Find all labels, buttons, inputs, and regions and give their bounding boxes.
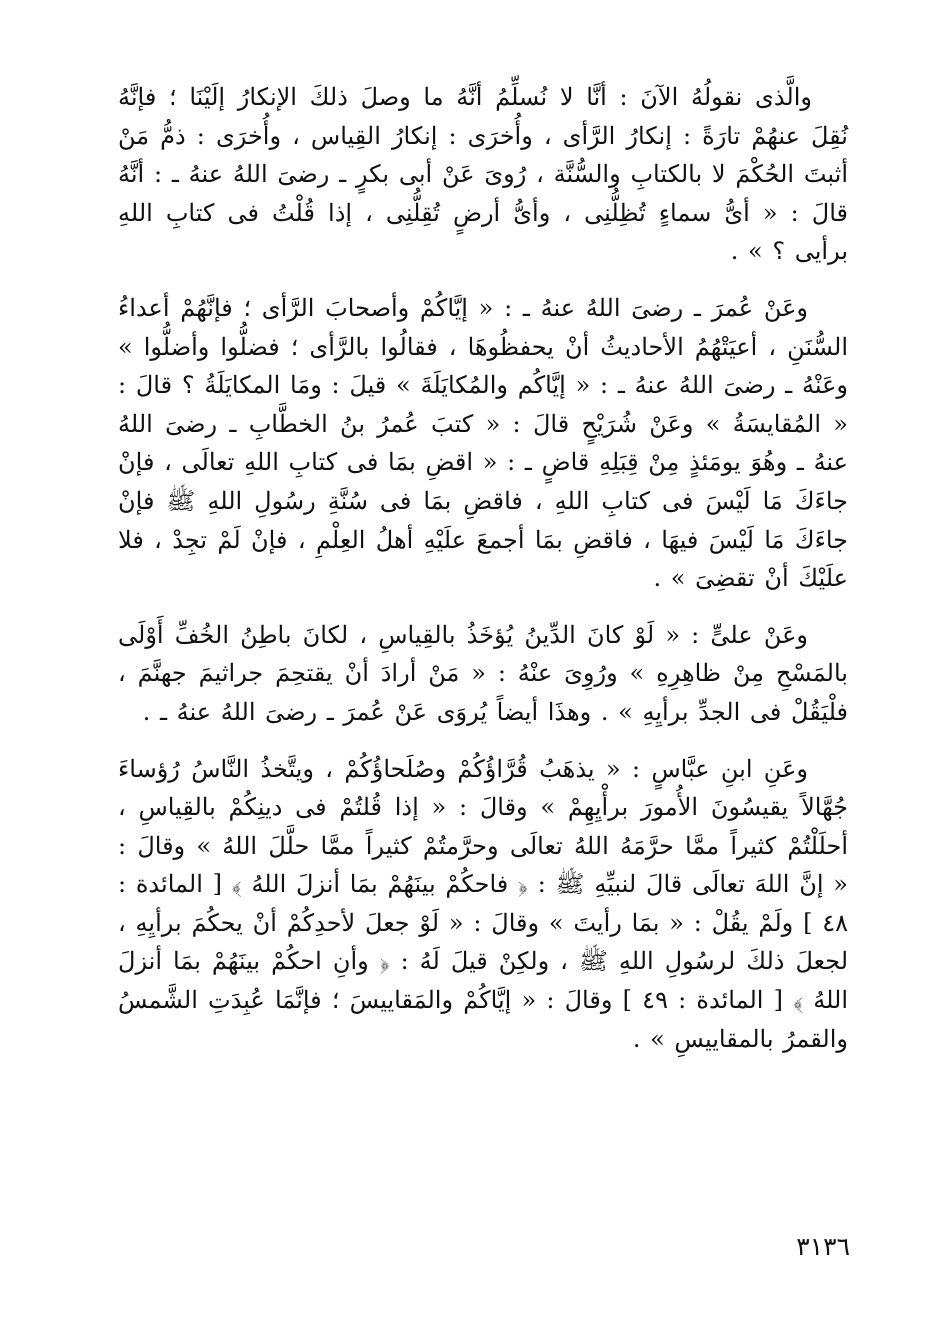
paragraph-3: وعَنْ علىٍّ : « لَوْ كانَ الدِّينُ يُؤخَذُ بالقِياسِ ، لكانَ باطِنُ الخُفِّ أَوْلَى بالمَسْحِ مِنْ ظاهِرِهِ » ورُوِىَ عنْهُ : « مَنْ أرادَ أنْ يقتحِمَ جراثيمَ جهنَّمَ ، فلْيَقُلْ فى الجدِّ برأيِهِ » . وهذَا أيضاً يُروَى عَنْ عُمرَ ـ رضىَ اللهُ عنهُ ـ . <box>118 620 848 726</box>
paragraph-1: والَّذى نقولُهُ الآنَ : أنَّا لا نُسلِّمُ أنَّهُ ما وصلَ ذلكَ الإنكارُ إلَيْنَا ؛ فإنَّهُ نُقِلَ عنهُمْ تارَةً : إنكارُ الرَّأى ، وأُخرَى : إنكارُ القِياس ، وأُخرَى : ذمُّ مَنْ أثبتَ الحُكْمَ لا بالكتابِ والسُّنَّة ، رُوىَ عَنْ أبى بكرٍ ـ رضىَ اللهُ عنهُ ـ : أنَّهُ قالَ : « أىُّ سماءٍ تُظِلُّنِى ، وأىُّ أرضٍ تُقِلُّنِى ، إذا قُلْتُ فى كتابِ اللهِ برأيى ؟ » . <box>118 83 848 266</box>
body-text <box>118 78 848 1076</box>
paragraph-4: وعَنِ ابنِ عبَّاسٍ : « يذهَبُ قُرَّاؤُكُمْ وصُلَحاؤُكُمْ ، ويتَّخذُ النَّاسُ رُؤساءَ جُهَّالاً يقيسُونَ الأُمورَ برأْيِهِمْ » وقالَ : « إذا قُلتُمْ فى دينِكُمْ بالقِياسِ ، أحلَلْتُمْ كثيراً ممَّا حرَّمَهُ اللهُ تعالَى وحرَّمتُمْ كثيراً ممَّا حلَّلَ اللهُ » وقالَ : « إنَّ اللهَ تعالَى قالَ لنبيِّهِ ﷺ : ﴿ فاحكُمْ بينَهُمْ بمَا أنزلَ اللهُ ﴾ [ المائدة : ٤٨ ] ولَمْ يقُلْ : « بمَا رأيتَ » وقالَ : « لَوْ جعلَ لأحدِكُمْ أنْ يحكُمَ برأيِهِ ، لجعلَ ذلكَ لرسُولِ اللهِ ﷺ ، ولكِنْ قيلَ لَهُ : ﴿ وأنِ احكُمْ بينَهُمْ بمَا أنزلَ اللهُ ﴾ [ المائدة : ٤٩ ] وقالَ : « إيَّاكُمْ والمَقاييسَ ؛ فإنَّمَا عُبِدَتِ الشَّمسُ والقمرُ بالمقاييسِ » . <box>118 754 849 1053</box>
page-number: ٣١٣٦ <box>796 1232 850 1261</box>
paragraph-2: وعَنْ عُمرَ ـ رضىَ اللهُ عنهُ ـ : « إيَّاكُمْ وأصحابَ الرَّأى ؛ فإنَّهُمْ أعداءُ السُّنَنِ ، أعيَتْهُمُ الأحاديثُ أنْ يحفظُوهَا ، فقالُوا بالرَّأى ؛ فضلُّوا وأضلُّوا » وعَنْهُ ـ رضىَ اللهُ عنهُ ـ : « إيَّاكُم والمُكايَلَةَ » قيلَ : ومَا المكايَلَةُ ؟ قالَ : « المُقايسَةُ » وعَنْ شُرَيْحٍ قالَ : « كتبَ عُمرُ بنُ الخطَّابِ ـ رضىَ اللهُ عنهُ ـ وهُوَ يومَئذٍ مِنْ قِبَلِهِ قاضٍ ـ : « اقضِ بمَا فى كتابِ اللهِ تعالَى ، فإنْ جاءَكَ مَا لَيْسَ فى كتابِ اللهِ ، فاقضِ بمَا فى سُنَّةِ رسُولِ اللهِ ﷺ فإنْ جاءَكَ مَا لَيْسَ فيهَا ، فاقضِ بمَا أجمعَ علَيْهِ أهلُ العِلْمِ ، فإنْ لَمْ تجِدْ ، فلا علَيْكَ أنْ تقضِىَ » . <box>118 293 848 593</box>
